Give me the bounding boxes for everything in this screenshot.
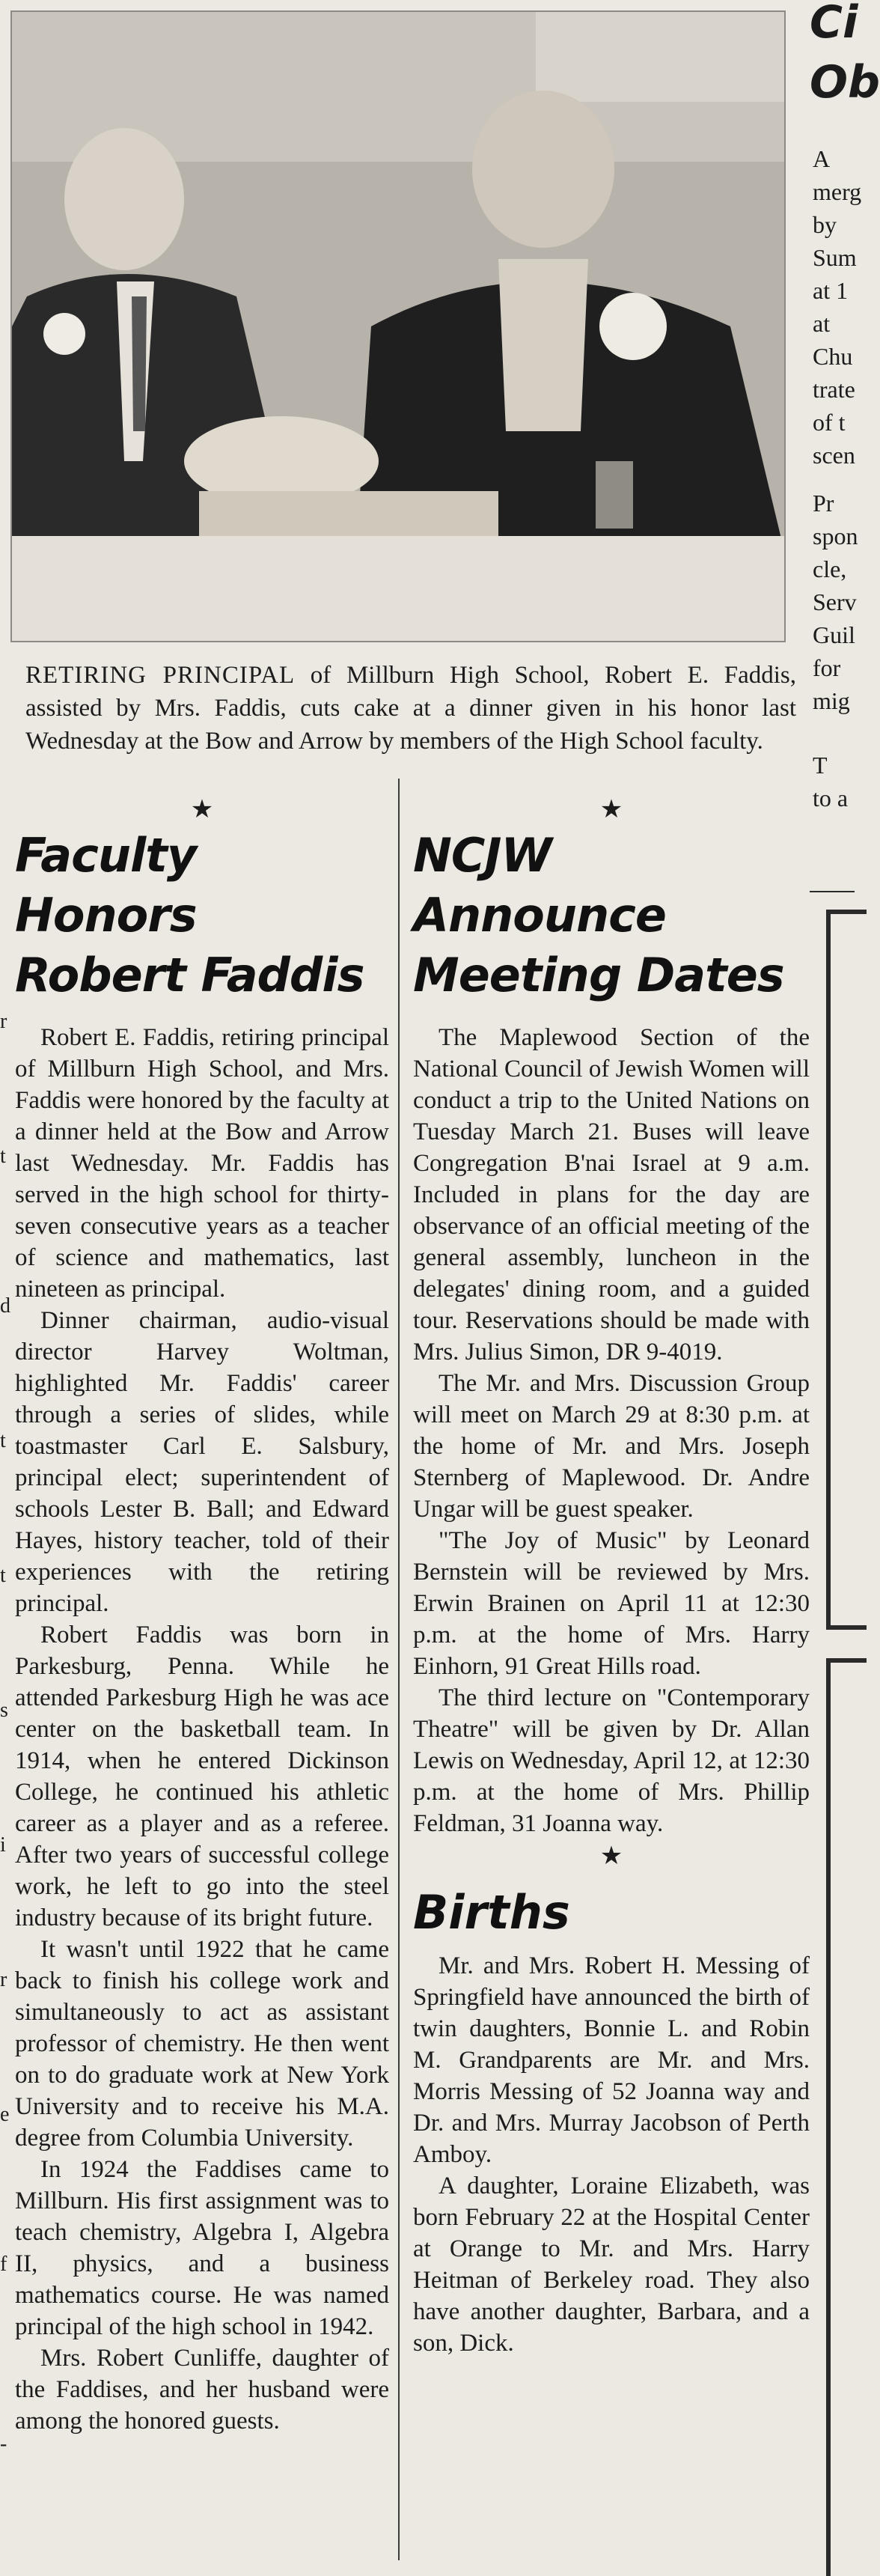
article-headline bbox=[15, 826, 389, 1005]
photo-retiring-principal bbox=[12, 12, 784, 641]
paragraph: Mrs. Robert Cunliffe, daughter of the Faddises, and her husband were among the honored guests. bbox=[15, 2345, 389, 2435]
fragment-line: mig bbox=[813, 687, 850, 714]
fragment-line: cle, bbox=[813, 555, 847, 582]
paragraph: Robert Faddis was born in Parkesburg, Penna. While he attended Parkesburg High he was ace center on the basketball team. In 1914, when he entered Dickinson College, he continued his athletic career as a player and as a referee. After two years of successful college work, he left to go into the steel industry because of its bright future. bbox=[15, 1622, 389, 1931]
fragment-line: Chu bbox=[813, 343, 853, 370]
article-headline bbox=[413, 826, 810, 1005]
fragment-heading-2: Ob bbox=[810, 56, 880, 109]
edge-char: t bbox=[0, 1429, 6, 1452]
fragment-line: of t bbox=[813, 409, 846, 436]
fragment-line: Sum bbox=[813, 244, 857, 271]
fragment-line: A bbox=[813, 145, 831, 172]
fragment-line: T bbox=[813, 752, 828, 779]
births-headline: Births bbox=[413, 1885, 570, 1940]
edge-char: d bbox=[0, 1294, 10, 1318]
article-body bbox=[413, 1022, 810, 1839]
fragment-line: Serv bbox=[813, 588, 857, 615]
star-ornament: ★ bbox=[599, 796, 623, 823]
star-ornament: ★ bbox=[190, 796, 214, 823]
fragment-line: at bbox=[813, 310, 831, 337]
paragraph: Robert E. Faddis, retiring principal of Millburn High School, and Mrs. Faddis were honored by the faculty at a dinner held at the Bow and Arrow last Wednesday. Mr. Faddis has served in the high school for thirty-seven consecutive years as a teacher of science and mathematics, last nineteen as principal. bbox=[15, 1024, 389, 1303]
headline-line-1: NCJW Announce bbox=[413, 828, 666, 943]
paragraph: The Maplewood Section of the National Council of Jewish Women will conduct a trip to the United Nations on Tuesday March 21. Buses will leave Congregation B'nai Israel at 9 a.m. Included in plans for the day are observance of an official meeting of the general assembly, luncheon in the delegates' dining room, and a guided tour. Reservations should be made with Mrs. Julius Simon, DR 9-4019. bbox=[413, 1024, 810, 1365]
right-column-fragment bbox=[810, 0, 880, 2563]
fragment-line: for bbox=[813, 654, 841, 681]
column-rule bbox=[398, 779, 400, 2560]
headline-line-2: Robert Faddis bbox=[15, 948, 364, 1002]
paragraph: Mr. and Mrs. Robert H. Messing of Springfield have announced the birth of twin daughters, Bonnie L. and Robin M. Grandparents are Mr. and Mrs. Morris Messing of 52 Joanna way and Dr. and Mrs. Murray Jacobson of Perth Amboy. bbox=[413, 1952, 810, 2168]
ncjw-article bbox=[413, 797, 810, 2359]
photo-caption bbox=[25, 659, 796, 758]
fragment-line: to a bbox=[813, 785, 849, 812]
headline-line-1: Faculty Honors bbox=[15, 828, 197, 943]
fragment-line: merg bbox=[813, 178, 862, 205]
paragraph: "The Joy of Music" by Leonard Bernstein will be reviewed by Mrs. Erwin Brainen on April 11 at 12:30 p.m. at the home of Mrs. Harry Einhorn, 91 Great Hills road. bbox=[413, 1527, 810, 1680]
edge-char: - bbox=[0, 2432, 7, 2455]
end-star-ornament: ★ bbox=[599, 1842, 623, 1870]
fragment-line: spon bbox=[813, 523, 858, 549]
paragraph: In 1924 the Faddises came to Millburn. His first assignment was to teach chemistry, Algebra I, Algebra II, physics, and a business mathematics course. He was named principal of the high school in 1942. bbox=[15, 2156, 389, 2340]
caption-text: of Millburn High School, Robert E. Faddis, assisted by Mrs. Faddis, cuts cake at a dinner given in his honor last Wednesday at the Bow and Arrow by members of the High School faculty. bbox=[25, 662, 796, 755]
paragraph: The third lecture on "Contemporary Theatre" will be given by Dr. Allan Lewis on Wednesday, April 12, at 12:30 p.m. at the home of Mrs. Phillip Feldman, 31 Joanna way. bbox=[413, 1684, 810, 1837]
left-edge-fragment bbox=[0, 1011, 15, 2560]
edge-char: f bbox=[0, 2253, 7, 2276]
fragment-box-border-2 bbox=[826, 1658, 867, 2576]
edge-char: e bbox=[0, 2103, 10, 2126]
paragraph: A daughter, Loraine Elizabeth, was born February 22 at the Hospital Center at Orange to Mr. and Mrs. Harry Heitman of Berkeley road. They also have another daughter, Barbara, and a son, Dick. bbox=[413, 2172, 810, 2357]
headline-line-2: Meeting Dates bbox=[413, 948, 784, 1002]
paragraph: Dinner chairman, audio-visual director Harvey Woltman, highlighted Mr. Faddis' career through a series of slides, while toastmaster Carl E. Salsbury, principal elect; superintendent of schools Lester B. Ball; and Edward Hayes, history teacher, told of their experiences with the retiring principal. bbox=[15, 1307, 389, 1617]
fragment-line: trate bbox=[813, 376, 855, 403]
fragment-line: Pr bbox=[813, 490, 834, 517]
news-photo bbox=[10, 10, 786, 642]
edge-char: i bbox=[0, 1833, 6, 1857]
caption-lead: RETIRING PRINCIPAL bbox=[25, 662, 296, 689]
fragment-line: at 1 bbox=[813, 277, 849, 304]
edge-char: r bbox=[0, 1010, 7, 1033]
fragment-heading-1: Ci bbox=[810, 0, 858, 49]
fragment-box-border bbox=[826, 910, 867, 1630]
paragraph: The Mr. and Mrs. Discussion Group will meet on March 29 at 8:30 p.m. at the home of Mr. and Mrs. Joseph Sternberg of Maplewood. Dr. Andre Ungar will be guest speaker. bbox=[413, 1370, 810, 1523]
edge-char: t bbox=[0, 1145, 6, 1168]
edge-char: s bbox=[0, 1699, 8, 1722]
paragraph: It wasn't until 1922 that he came back to finish his college work and simultaneously to act as assistant professor of chemistry. He then went on to do graduate work at New York University and to receive his M.A. degree from Columbia University. bbox=[15, 1936, 389, 2152]
fragment-line: Guil bbox=[813, 621, 855, 648]
fragment-line: by bbox=[813, 211, 837, 238]
edge-char: t bbox=[0, 1564, 6, 1587]
edge-char: r bbox=[0, 1968, 7, 1991]
article-body bbox=[15, 1022, 389, 2437]
fragment-rule bbox=[810, 891, 855, 892]
faculty-honors-article bbox=[15, 797, 389, 2437]
births-body bbox=[413, 1950, 810, 2359]
fragment-line: scen bbox=[813, 442, 855, 469]
